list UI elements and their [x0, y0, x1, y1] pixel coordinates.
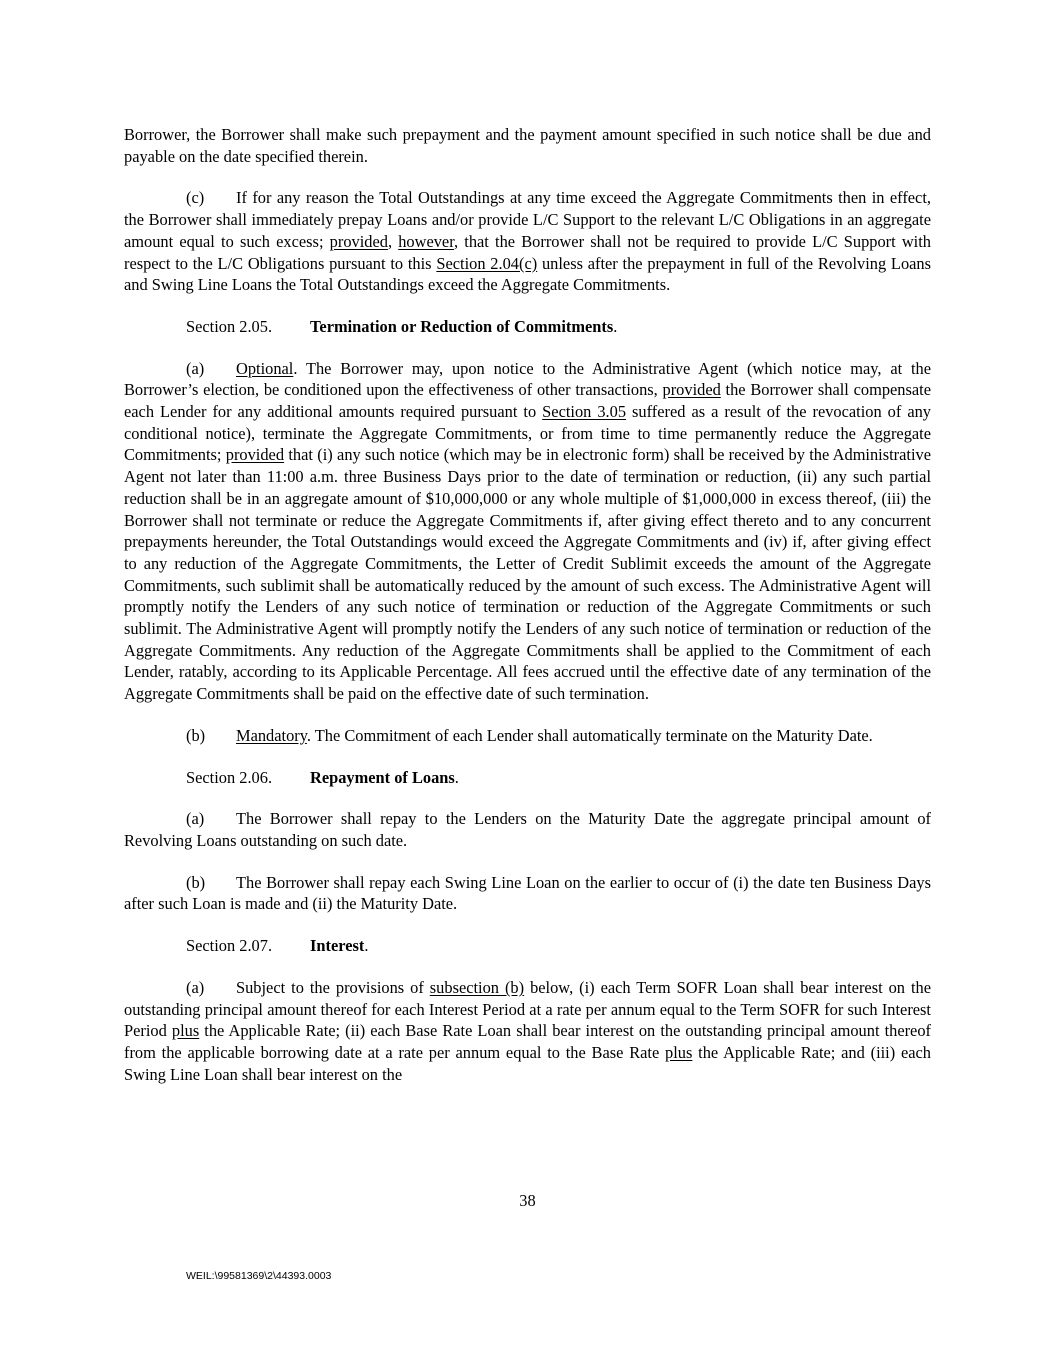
page-number: 38	[519, 1191, 536, 1210]
paragraph-2-06-a: (a) The Borrower shall repay to the Lenders on the Maturity Date the aggregate principal amount of Revolving Loans outstanding on such date.	[124, 809, 931, 850]
section-heading-2-05: Section 2.05. Termination or Reduction of Commitments.	[186, 316, 618, 336]
document-id: WEIL:\99581369\2\44393.0003	[186, 1270, 332, 1282]
section-title: Termination or Reduction of Commitments	[310, 316, 614, 336]
page-body	[124, 124, 931, 1105]
underlined-term: provided	[329, 231, 388, 251]
paragraph-2-04-c: (c) If for any reason the Total Outstandings at any time exceed the Aggregate Commitments then in effect, the Borrower shall immediately prepay Loans and/or provide L/C Support to the relevant L/C Obligations in an aggregate amount equal to such excess; provided, however, that the Borrower shall not be required to provide L/C Support with respect to the L/C Obligations pursuant to this Section 2.04(c) unless after the prepayment in full of the Revolving Loans and Swing Line Loans the Total Outstandings exceed the Aggregate Commitments.	[124, 188, 931, 295]
clause-number: (b)	[186, 725, 206, 745]
section-number: Section 2.05.	[186, 316, 273, 336]
section-title: Interest	[310, 936, 365, 956]
paragraph-2-05-a: (a) Optional. The Borrower may, upon notice to the Administrative Agent (which notice may, at the Borrower’s election, be conditioned upon the effectiveness of other transactions, provided the Borrower shall compensate each Lender for any additional amounts required pursuant to Section 3.05 suffered as a result of the revocation of any conditional notice), terminate the Aggregate Commitments, or from time to time permanently reduce the Aggregate Commitments; provided that (i) any such notice (which may be in electronic form) shall be received by the Administrative Agent not later than 11:00 a.m. three Business Days prior to the date of termination or reduction, (ii) any such partial reduction shall be in an aggregate amount of $10,000,000 or any whole multiple of $1,000,000 in excess thereof, (iii) the Borrower shall not terminate or reduce the Aggregate Commitments if, after giving effect thereto and to any concurrent prepayments hereunder, the Total Outstandings would exceed the Aggregate Commitments and (iv) if, after giving effect to any reduction of the Aggregate Commitments, the Letter of Credit Sublimit exceeds the amount of the Aggregate Commitments, such sublimit shall be automatically reduced by the amount of such excess. The Administrative Agent will promptly notify the Lenders of any such notice of termination or reduction of the Aggregate Commitments or such sublimit. The Administrative Agent will promptly notify the Lenders of any such notice of termination or reduction of the Aggregate Commitments. Any reduction of the Aggregate Commitments shall be applied to the Commitment of each Lender, ratably, according to its Applicable Percentage. All fees accrued until the effective date of any termination of the Aggregate Commitments shall be paid on the effective date of such termination.	[124, 358, 931, 704]
clause-number: (c)	[186, 188, 205, 208]
clause-number: (a)	[186, 809, 205, 829]
section-heading-2-07: Section 2.07. Interest.	[186, 936, 369, 956]
paragraph-2-06-b: (b) The Borrower shall repay each Swing Line Loan on the earlier to occur of (i) the date ten Business Days after such Loan is made and (ii) the Maturity Date.	[124, 872, 931, 914]
section-title: Repayment of Loans	[310, 767, 455, 787]
underlined-term: provided	[662, 380, 721, 400]
section-reference: Section 3.05	[542, 402, 627, 422]
section-reference: Section 2.04(c)	[436, 253, 538, 273]
paragraph-2-05-b: (b) Mandatory. The Commitment of each Lender shall automatically terminate on the Maturity Date.	[186, 725, 873, 745]
underlined-term: however	[398, 231, 454, 251]
section-number: Section 2.06.	[186, 767, 273, 787]
paragraph-2-07-a: (a) Subject to the provisions of subsection (b) below, (i) each Term SOFR Loan shall bear interest on the outstanding principal amount thereof for each Interest Period at a rate per annum equal to the Term SOFR for such Interest Period plus the Applicable Rate; (ii) each Base Rate Loan shall bear interest on the outstanding principal amount thereof from the applicable borrowing date at a rate per annum equal to the Base Rate plus the Applicable Rate; and (iii) each Swing Line Loan shall bear interest on the	[124, 977, 932, 1084]
clause-caption: Optional	[236, 358, 294, 378]
section-reference: subsection (b)	[429, 977, 525, 997]
section-number: Section 2.07.	[186, 936, 273, 956]
clause-number: (a)	[186, 358, 205, 378]
clause-caption: Mandatory	[236, 725, 307, 745]
section-heading-2-06: Section 2.06. Repayment of Loans.	[186, 767, 459, 787]
clause-number: (b)	[186, 872, 206, 892]
clause-number: (a)	[186, 977, 205, 997]
paragraph-continuation: Borrower, the Borrower shall make such prepayment and the payment amount specified in such notice shall be due and payable on the date specified therein.	[124, 125, 931, 166]
underlined-term: provided	[225, 445, 285, 465]
underlined-term: plus	[665, 1042, 693, 1062]
underlined-term: plus	[171, 1021, 200, 1041]
